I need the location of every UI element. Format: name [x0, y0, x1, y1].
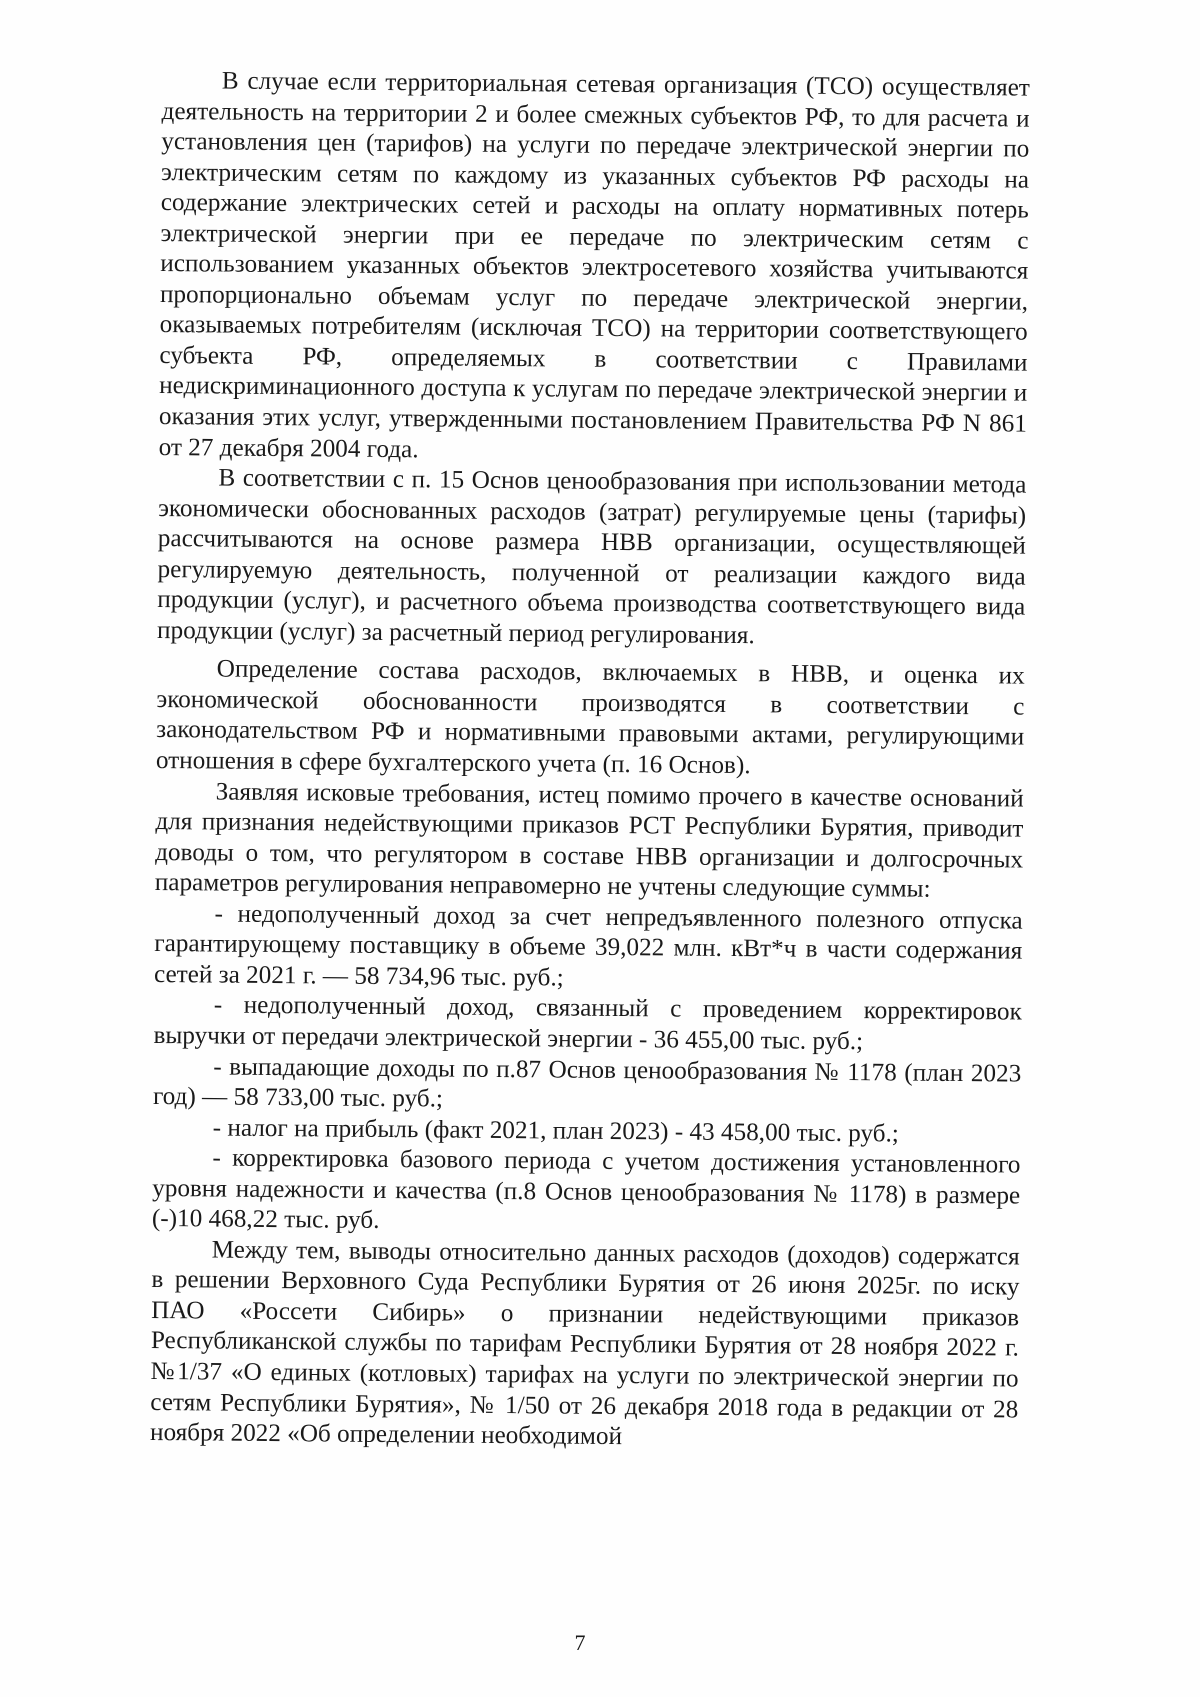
list-item: - налог на прибыль (факт 2021, план 2023) - 43 458,00 тыс. руб.; [212, 1114, 899, 1148]
list-item: - недополученный доход, связанный с проведением корректировок выручки от передачи электрической энергии - 36 455,00 тыс. руб.; [153, 991, 1022, 1056]
list-item: - корректировка базового периода с учетом достижения установленного уровня надежности и качества (п.8 Основ ценообразования № 1178) в размере (-)10 468,22 тыс. руб. [151, 1144, 1021, 1235]
list-item: - выпадающие доходы по п.87 Основ ценообразования № 1178 (план 2023 год) — 58 733,00 тыс. руб.; [152, 1052, 1022, 1113]
paragraph-expense-composition: Определение состава расходов, включаемых в НВВ, и оценка их экономической обоснованности производятся в соответствии с законодательством РФ и нормативными правовыми актами, регулирующими отношения в сфере бухгалтерского учета (п. 16 Основ). [155, 655, 1025, 780]
document-body [150, 66, 1030, 1456]
list-item: - недополученный доход за счет непредъявленного полезного отпуска гарантирующему поставщику в объеме 39,022 млн. кВт*ч в части содержания сетей за 2021 г. — 58 734,96 тыс. руб.; [153, 900, 1023, 992]
paragraph-pricing-basis: В соответствии с п. 15 Основ ценообразования при использовании метода экономически обоснованных расходов (затрат) регулируемые цены (тарифы) рассчитываются на основе размера НВВ организации, осуществляющей регулируемую деятельность, полученной от реализации каждого вида продукции (услуг), и расчетного объема производства соответствующего вида продукции (услуг) за расчетный период регулирования. [156, 464, 1027, 650]
paragraph-claims-intro: Заявляя исковые требования, истец помимо прочего в качестве оснований для признания недействующими приказов РСТ Республики Бурятия, приводит доводы о том, что регулятором в составе НВВ организации и долгосрочных параметров регулирования неправомерно не учтены следующие суммы: [154, 778, 1024, 903]
paragraph-tso-regions: В случае если территориальная сетевая организация (ТСО) осуществляет деятельность на территории 2 и более смежных субъектов РФ, то для расчета и установления цен (тарифов) на услуги по передаче электрической энергии по электрическим сетям по каждому из указанных субъектов РФ расходы на содержание электрических сетей и расходы на оплату нормативных потерь электрической энергии при ее передаче по электрическим сетям с использованием указанных объектов электросетевого хозяйства учитываются пропорционально объемам услуг по передаче электрической энергии, оказываемых потребителям (исключая ТСО) на территории соответствующего субъекта РФ, определяемых в соответствии с Правилами недискриминационного доступа к услугам по передаче электрической энергии и оказания этих услуг, утвержденными постановлением Правительства РФ N 861 от 27 декабря 2004 года. [158, 67, 1030, 463]
page-number: 7 [574, 1630, 586, 1655]
paragraph-court-decision: Между тем, выводы относительно данных расходов (доходов) содержатся в решении Верховного Суда Республики Бурятия от 26 июня 2025г. по иску ПАО «Россети Сибирь» о признании недействующими приказов Республиканской службы по тарифам Республики Бурятия от 28 ноября 2022 г. №1/37 «О единых (котловых) тарифах на услуги по электрической энергии по сетям Республики Бурятия», № 1/50 от 26 декабря 2018 года в редакции от 28 ноября 2022 «Об определении необходимой [149, 1236, 1020, 1451]
